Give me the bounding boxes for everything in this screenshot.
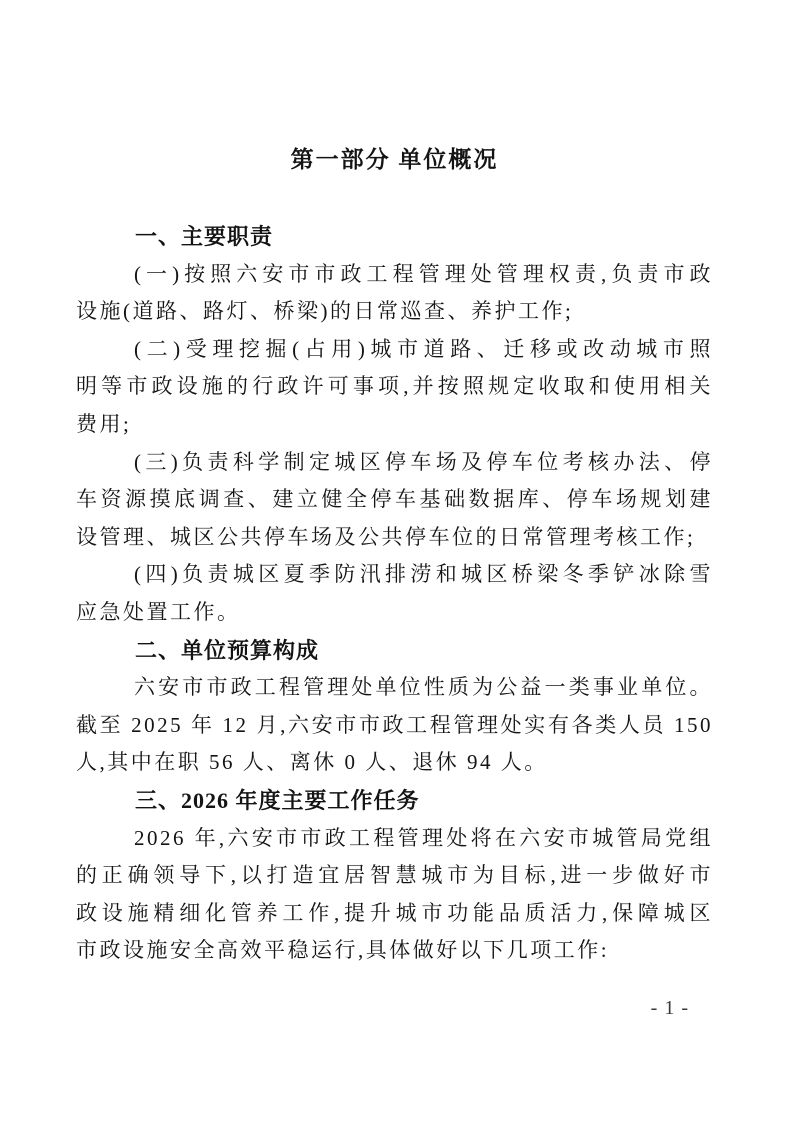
section-heading: 三、2026 年度主要工作任务 xyxy=(135,787,420,813)
paragraph-line: (二)受理挖掘(占用)城市道路、迁移或改动城市照 xyxy=(134,336,713,361)
section-heading: 二、单位预算构成 xyxy=(135,637,320,663)
paragraph-line: 2026 年,六安市市政工程管理处将在六安市城管局党组 xyxy=(134,825,713,850)
paragraph-line: 设管理、城区公共停车场及公共停车位的日常管理考核工作; xyxy=(76,524,696,549)
document-title: 第一部分 单位概况 xyxy=(290,147,499,172)
paragraph-line: 设施(道路、路灯、桥梁)的日常巡查、养护工作; xyxy=(76,299,574,324)
paragraph-line: 政设施精细化管养工作,提升城市功能品质活力,保障城区 xyxy=(76,900,713,925)
document-body xyxy=(76,218,713,970)
paragraph-line: 费用; xyxy=(76,411,132,436)
paragraph-line: 明等市政设施的行政许可事项,并按照规定收取和使用相关 xyxy=(76,374,713,399)
paragraph-line: (四)负责城区夏季防汛排涝和城区桥梁冬季铲冰除雪 xyxy=(134,562,713,587)
paragraph-line: 人,其中在职 56 人、离休 0 人、退休 94 人。 xyxy=(76,750,548,775)
paragraph-line: 的正确领导下,以打造宜居智慧城市为目标,进一步做好市 xyxy=(76,863,713,888)
paragraph-line: (三)负责科学制定城区停车场及停车位考核办法、停 xyxy=(134,449,713,474)
paragraph-line: (一)按照六安市市政工程管理处管理权责,负责市政 xyxy=(134,261,713,286)
page-number: - 1 - xyxy=(650,997,689,1019)
paragraph-line: 应急处置工作。 xyxy=(76,599,241,624)
paragraph-line: 截至 2025 年 12 月,六安市市政工程管理处实有各类人员 150 xyxy=(76,712,713,737)
paragraph-line: 市政设施安全高效平稳运行,具体做好以下几项工作: xyxy=(76,938,610,963)
paragraph-line: 车资源摸底调查、建立健全停车基础数据库、停车场规划建 xyxy=(76,487,713,512)
section-heading: 一、主要职责 xyxy=(135,224,274,249)
paragraph-line: 六安市市政工程管理处单位性质为公益一类事业单位。 xyxy=(134,675,713,700)
